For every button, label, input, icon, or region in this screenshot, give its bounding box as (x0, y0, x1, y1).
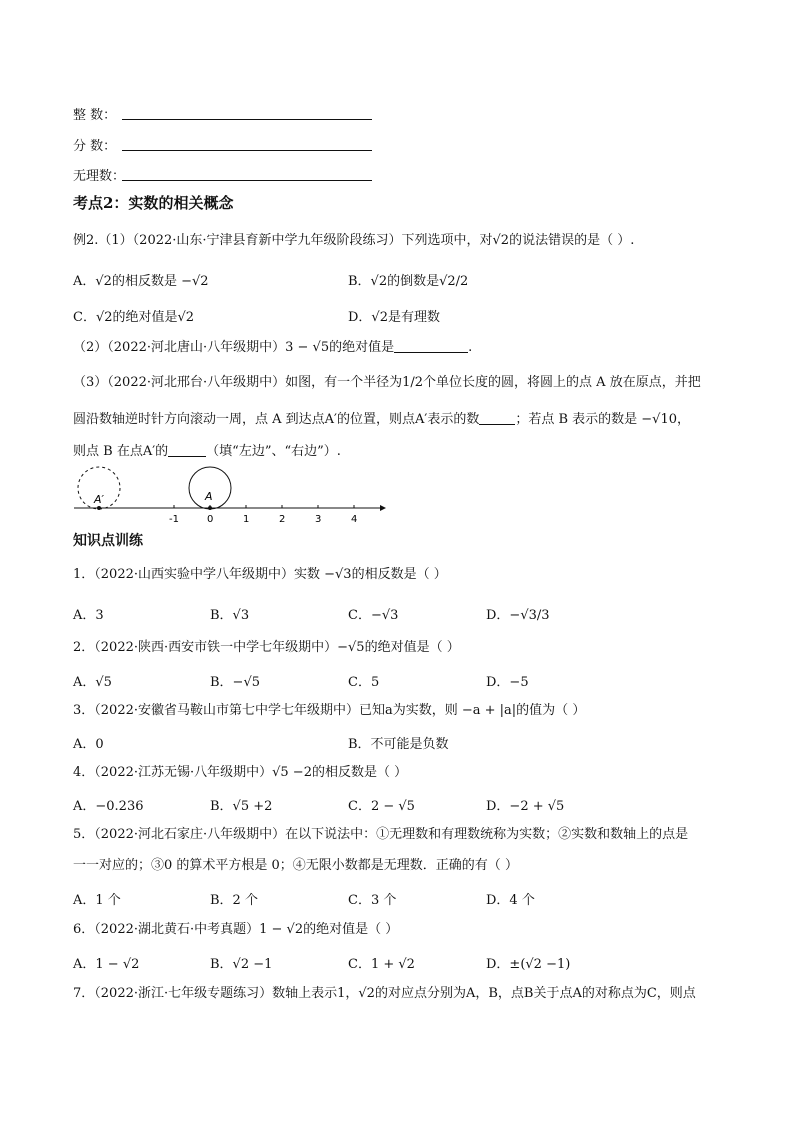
example-option-d[interactable]: D．√2是有理数 (348, 310, 440, 325)
part-3-blank-1[interactable] (479, 412, 515, 425)
answer-blank-integers[interactable] (122, 119, 372, 120)
answer-blank-fractions[interactable] (122, 150, 372, 151)
section-title: 考点2：实数的相关概念 (73, 194, 234, 212)
q4-option-b[interactable]: B．√5 +2 (210, 799, 273, 814)
example-2-part-1: 例2.（1）（2022·山东·宁津县育新中学九年级阶段练习）下列选项中，对√2的说法错误的是（ ）. (73, 233, 635, 248)
part-3-text-b: ；若点 B 表示的数是 −√10， (515, 412, 691, 427)
part-3-blank-2[interactable] (168, 444, 206, 457)
question-2-stem: 2．（2022·陕西·西安市铁一中学七年级期中）−√5的绝对值是（ ） (73, 640, 460, 655)
label-a-prime: A′ (94, 493, 105, 506)
question-1-stem: 1．（2022·山西实验中学八年级期中）实数 −√3的相反数是（ ） (73, 567, 447, 582)
q6-option-a[interactable]: A．1 − √2 (73, 957, 140, 972)
q5-option-d[interactable]: D．4 个 (486, 893, 535, 908)
example-2-part-3-line-1: （3）（2022·河北邢台·八年级期中）如图，有一个半径为1/2个单位长度的圆，将圆上的点 A 放在原点，并把 (73, 375, 701, 390)
part-3-text-c: 则点 B 在点A′的 (73, 444, 169, 459)
number-line-figure (70, 463, 390, 525)
question-5-stem: 5．（2022·河北石家庄·八年级期中）在以下说法中：①无理数和有理数统称为实数；②实数和数轴上的点是 (73, 827, 689, 842)
q6-option-b[interactable]: B．√2 −1 (210, 957, 273, 972)
q4-option-a[interactable]: A．−0.236 (73, 799, 144, 814)
question-3-stem: 3．（2022·安徽省马鞍山市第七中学七年级期中）已知a为实数，则 −a + |a|的值为（ ） (73, 703, 586, 718)
example-2-part-2 (73, 339, 472, 357)
part-2-end: . (468, 340, 473, 355)
q2-option-a[interactable]: A．√5 (73, 675, 112, 690)
q6-option-c[interactable]: C．1 + √2 (348, 957, 415, 972)
q6-option-d[interactable]: D．±(√2 −1) (486, 957, 571, 972)
question-6-stem: 6．（2022·湖北黄石·中考真题）1 − √2的绝对值是（ ） (73, 922, 399, 937)
fill-label-fractions: 分 数： (73, 139, 117, 154)
q1-option-d[interactable]: D．−√3/3 (486, 608, 550, 623)
question-4-stem: 4．（2022·江苏无锡·八年级期中）√5 −2的相反数是（ ） (73, 765, 408, 780)
fill-label-irrationals: 无理数： (73, 169, 126, 184)
q4-option-c[interactable]: C．2 − √5 (348, 799, 415, 814)
question-7-stem: 7．（2022·浙江·七年级专题练习）数轴上表示1，√2的对应点分别为A，B，点B关于点A的对称点为C，则点 (73, 986, 696, 1001)
tick-label-neg1: -1 (169, 514, 179, 525)
part-3-text-d: （填“左边”、“右边”）. (206, 444, 341, 459)
example-2-part-3-line-3 (73, 443, 341, 461)
q3-option-a[interactable]: A．0 (73, 737, 104, 752)
example-2-part-3-line-2 (73, 411, 690, 429)
example-option-c[interactable]: C．√2的绝对值是√2 (73, 310, 195, 325)
q2-option-b[interactable]: B．−√5 (210, 675, 261, 690)
q1-option-b[interactable]: B．√3 (210, 608, 250, 623)
label-a: A (205, 490, 213, 503)
q2-option-d[interactable]: D．−5 (486, 675, 529, 690)
q3-option-b[interactable]: B．不可能是负数 (348, 737, 449, 752)
q5-option-a[interactable]: A．1 个 (73, 893, 121, 908)
tick-label-4: 4 (351, 514, 358, 525)
tick-label-1: 1 (243, 514, 250, 525)
q5-option-c[interactable]: C．3 个 (348, 893, 397, 908)
part-2-blank[interactable] (394, 340, 468, 353)
example-option-a[interactable]: A．√2的相反数是 −√2 (73, 274, 209, 289)
part-2-text: （2）（2022·河北唐山·八年级期中）3 − √5的绝对值是 (73, 340, 395, 355)
example-option-b[interactable]: B．√2的倒数是√2/2 (348, 274, 469, 289)
q2-option-c[interactable]: C．5 (348, 675, 380, 690)
training-title: 知识点训练 (73, 533, 143, 549)
axis-arrow (380, 505, 386, 511)
answer-blank-irrationals[interactable] (122, 180, 372, 181)
tick-label-3: 3 (315, 514, 322, 525)
tick-label-0: 0 (207, 514, 214, 525)
q1-option-c[interactable]: C．−√3 (348, 608, 399, 623)
fill-label-integers: 整 数： (73, 108, 117, 123)
q4-option-d[interactable]: D．−2 + √5 (486, 799, 565, 814)
question-5-stem-line-2: 一一对应的；③0 的算术平方根是 0；④无限小数都是无理数．正确的有（ ） (73, 858, 518, 873)
q5-option-b[interactable]: B．2 个 (210, 893, 258, 908)
q1-option-a[interactable]: A．3 (73, 608, 104, 623)
tick-label-2: 2 (279, 514, 286, 525)
part-3-text-a: 圆沿数轴逆时针方向滚动一周，点 A 到达点A′的位置，则点A′表示的数 (73, 412, 480, 427)
